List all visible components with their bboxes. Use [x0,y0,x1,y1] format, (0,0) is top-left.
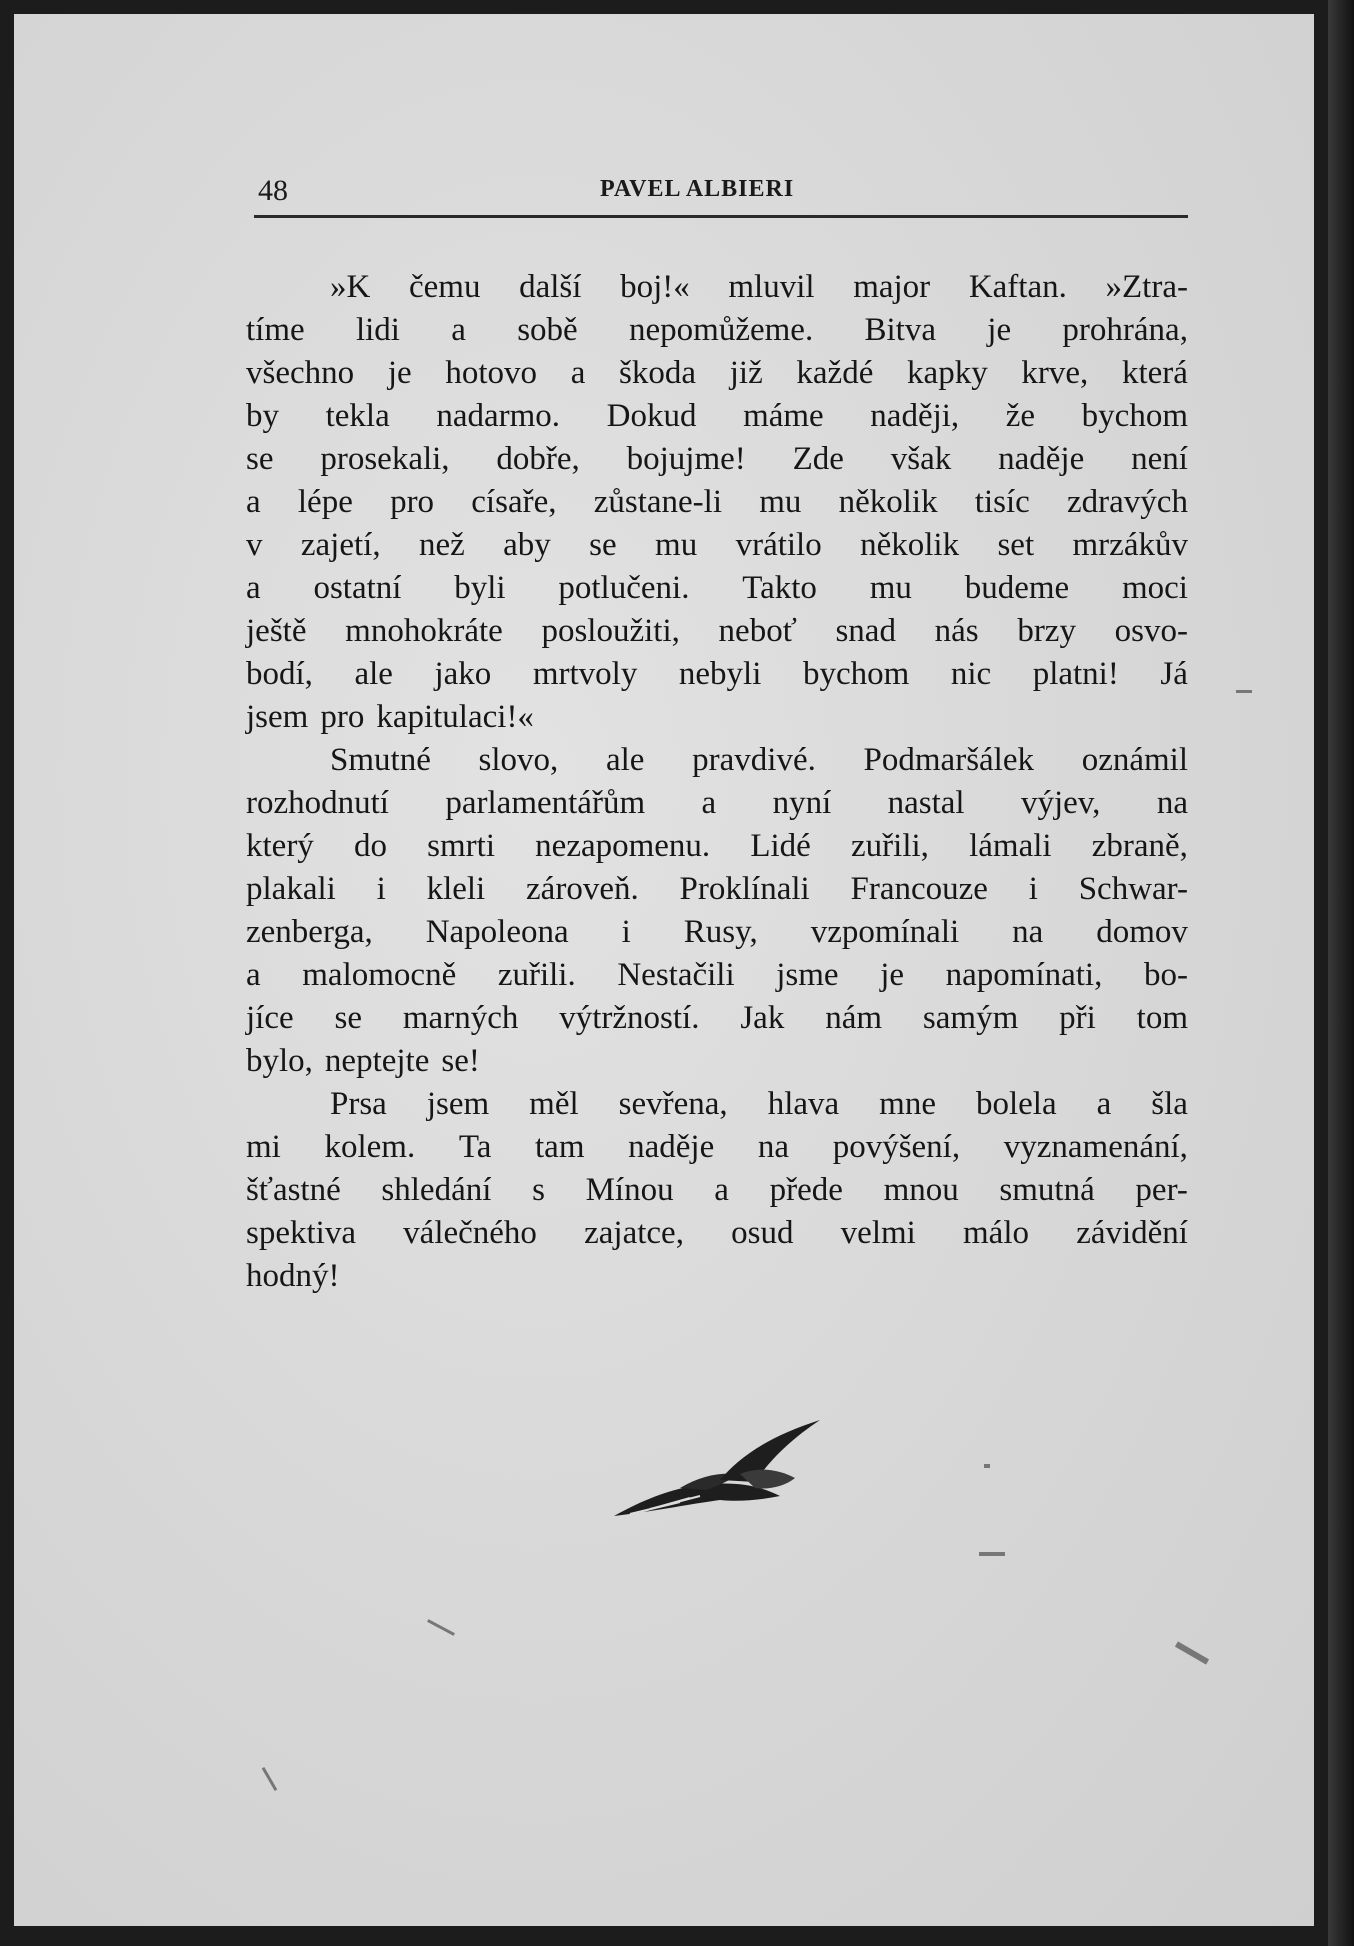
text-line: bylo, neptejte se! [246,1043,480,1079]
text-line: v zajetí, než aby se mu vrátilo několik set mrzákův [246,527,1188,563]
flying-bird-icon [610,1416,830,1526]
page-header [242,172,1192,212]
book-page [14,14,1314,1926]
running-head: PAVEL ALBIERI [600,176,795,202]
text-line: který do smrti nezapomenu. Lidé zuřili, lámali zbraně, [246,828,1188,864]
text-line: zenberga, Napoleona i Rusy, vzpomínali na domov [246,914,1188,950]
text-line: by tekla nadarmo. Dokud máme naději, že bychom [246,398,1188,434]
print-speck [979,1552,1005,1556]
print-speck [1175,1641,1209,1664]
text-line: všechno je hotovo a škoda již každé kapky krve, která [246,355,1188,391]
page-number: 48 [258,174,288,207]
text-line: hodný! [246,1258,340,1294]
header-rule [254,215,1188,218]
text-line: jsem pro kapitulaci!« [246,699,534,735]
text-line: tíme lidi a sobě nepomůžeme. Bitva je prohrána, [246,312,1188,348]
text-line: a malomocně zuřili. Nestačili jsme je napomínati, bo- [246,957,1188,993]
body-text [246,266,1188,1298]
text-line: »K čemu další boj!« mluvil major Kaftan. »Ztra- [330,269,1188,305]
text-line: a lépe pro císaře, zůstane-li mu několik tisíc zdravých [246,484,1188,520]
print-speck [984,1464,990,1468]
text-line: a ostatní byli potlučeni. Takto mu budeme moci [246,570,1188,606]
text-line: Prsa jsem měl sevřena, hlava mne bolela a šla [330,1086,1188,1122]
book-spine-edge [1328,0,1354,1946]
text-line: bodí, ale jako mrtvoly nebyli bychom nic platni! Já [246,656,1188,692]
print-speck [427,1619,455,1636]
text-line: ještě mnohokráte posloužiti, neboť snad nás brzy osvo- [246,613,1188,649]
text-line: se prosekali, dobře, bojujme! Zde však naděje není [246,441,1188,477]
text-line: jíce se marných výtržností. Jak nám samým při tom [246,1000,1188,1036]
text-line: Smutné slovo, ale pravdivé. Podmaršálek oznámil [330,742,1188,778]
text-line: rozhodnutí parlamentářům a nyní nastal výjev, na [246,785,1188,821]
text-line: mi kolem. Ta tam naděje na povýšení, vyznamenání, [246,1129,1188,1165]
print-speck [262,1767,278,1791]
text-line: spektiva válečného zajatce, osud velmi málo závidění [246,1215,1188,1251]
print-speck [1236,690,1252,693]
text-line: plakali i kleli zároveň. Proklínali Francouze i Schwar- [246,871,1188,907]
text-line: šťastné shledání s Mínou a přede mnou smutná per- [246,1172,1188,1208]
